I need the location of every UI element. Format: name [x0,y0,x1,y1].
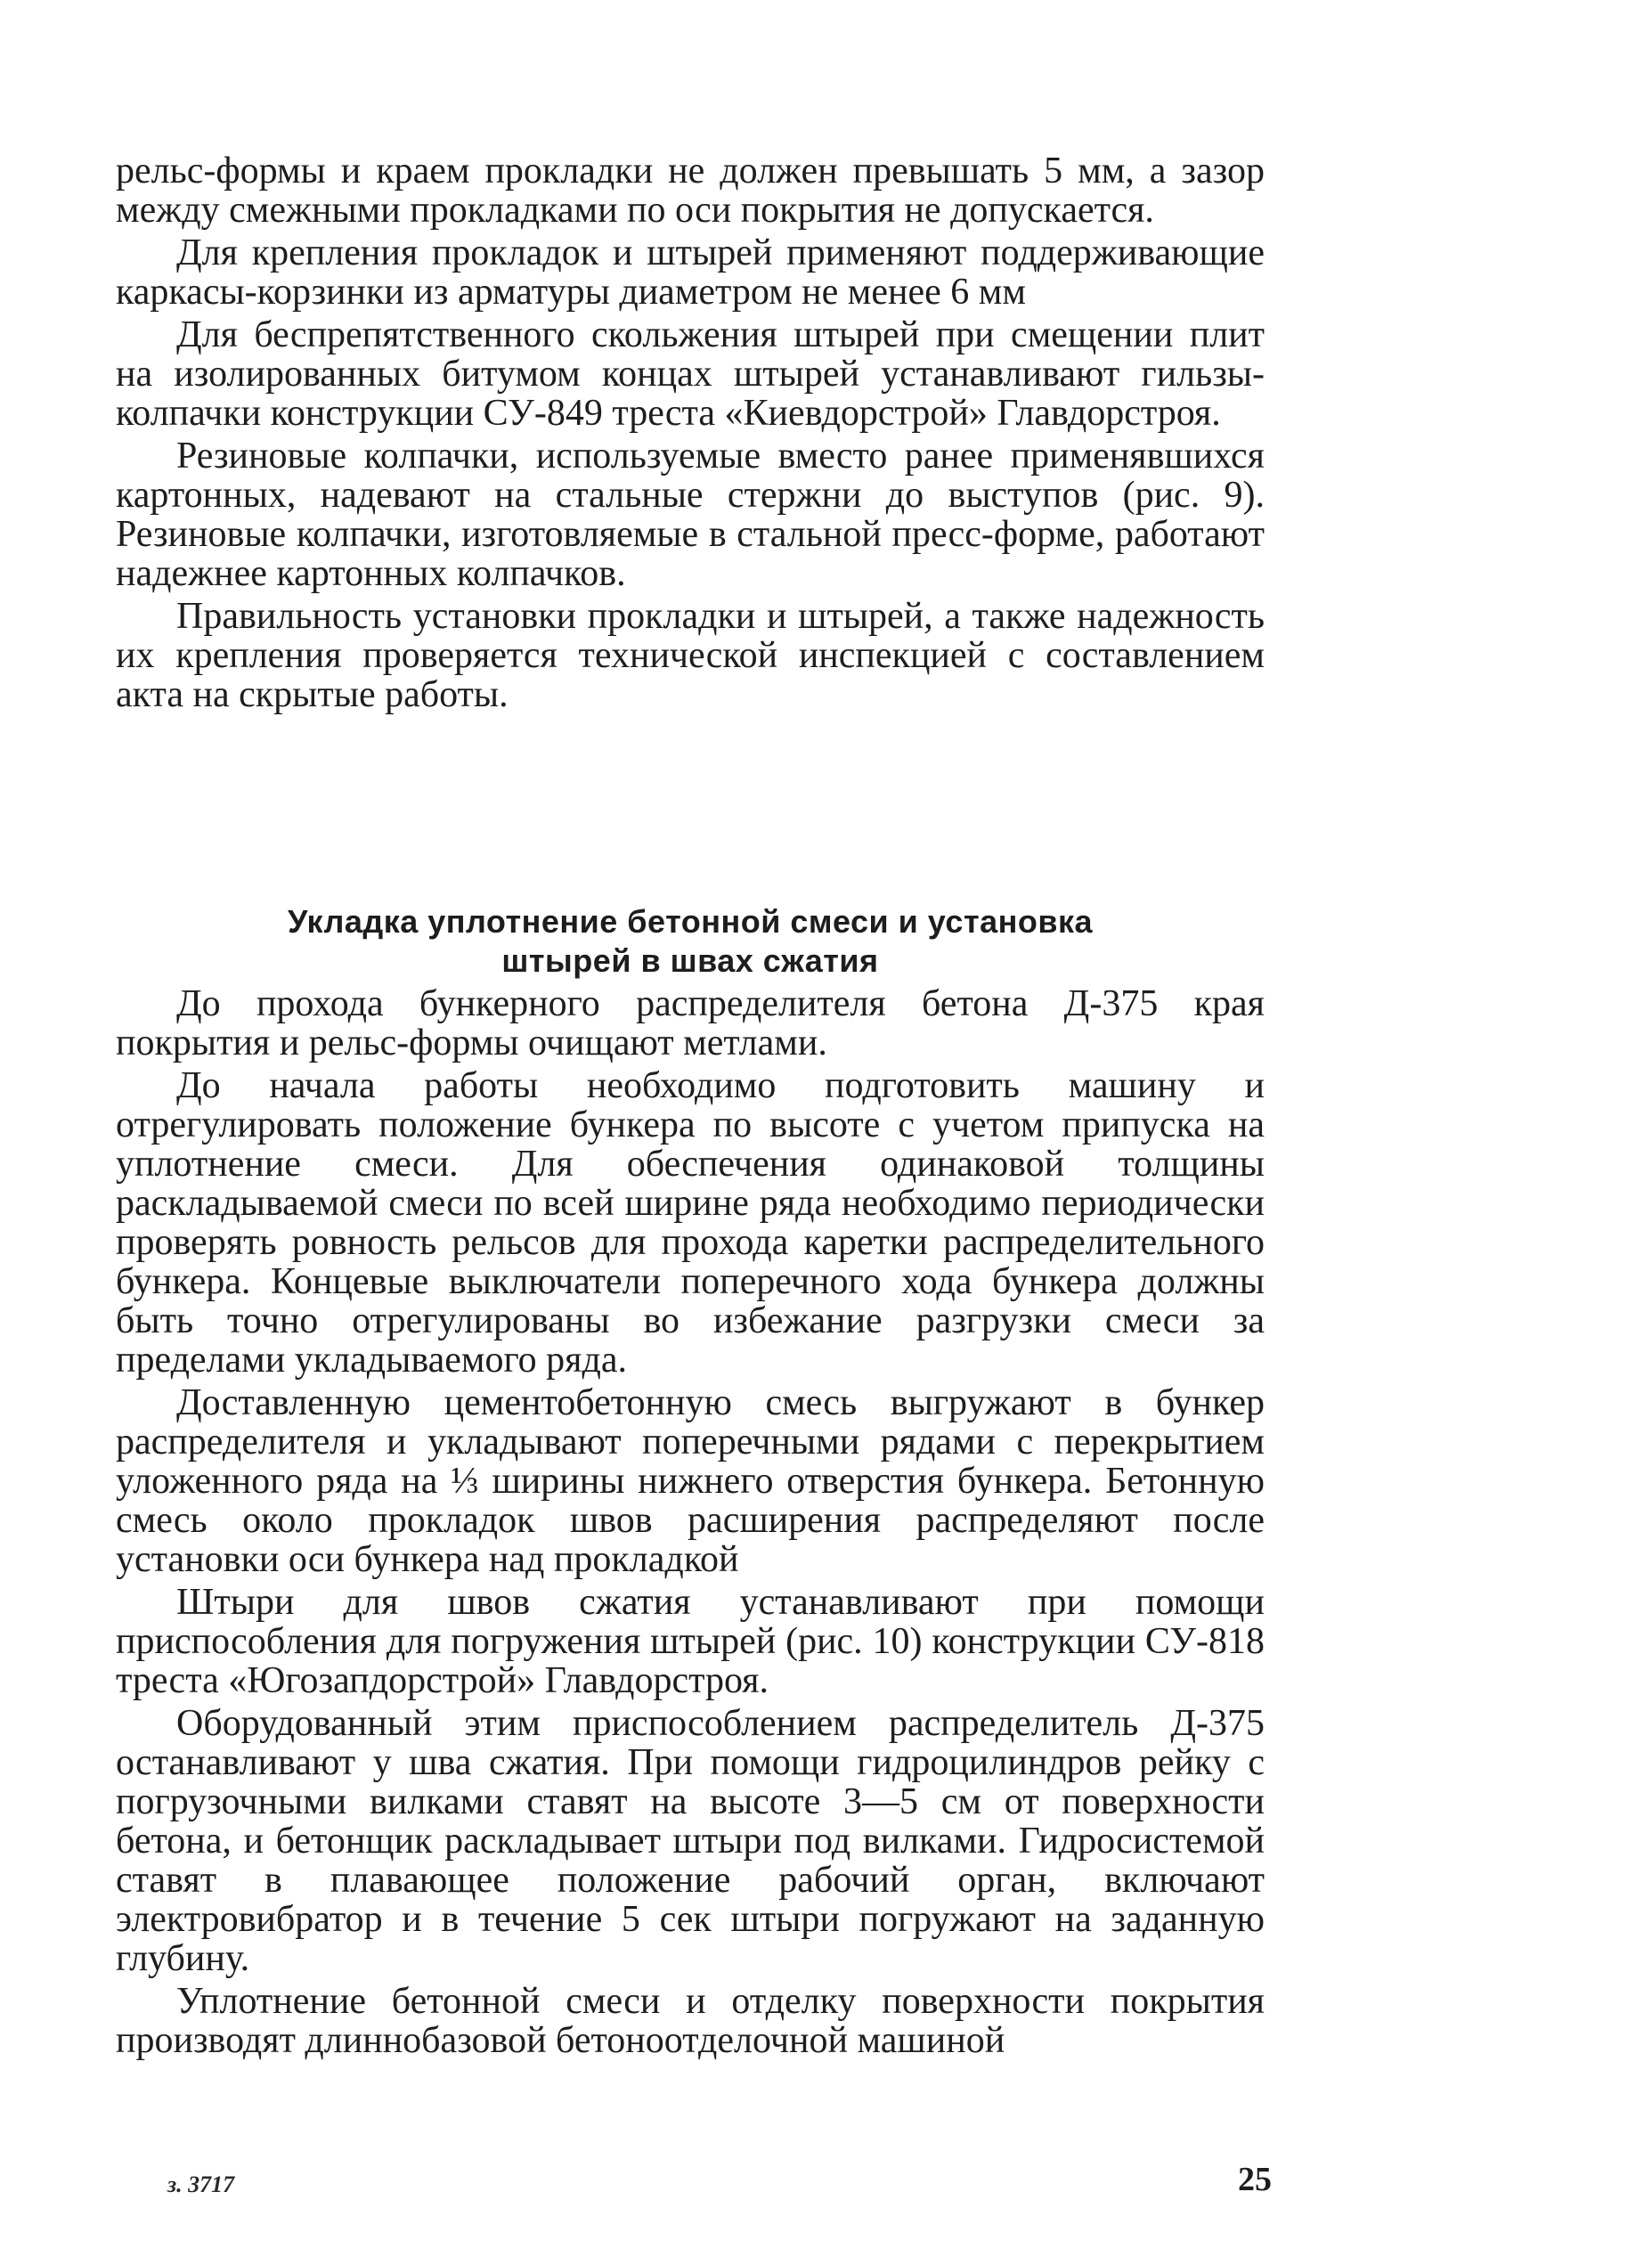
paragraph: Резиновые колпачки, используемые вместо ранее применявшихся картонных, надевают на стальные стержни до выступов (рис. 9). Резиновые колпачки, изготовляемые в стальной пресс-форме, работают надежнее картонных колпачков. [116,436,1265,594]
page-number: 25 [1238,2161,1272,2198]
paragraph: Для беспрепятственного скольжения штырей при смещении плит на изолированных битумом концах штырей устанавливают гильзы-колпачки конструкции СУ-849 треста «Киевдорстрой» Главдорстроя. [116,314,1265,434]
text-block-bottom [116,984,1265,2064]
paragraph: Для крепления прокладок и штырей применяют поддерживающие каркасы-корзинки из арматуры диаметром не менее 6 мм [116,232,1265,313]
section-heading [116,902,1265,981]
paragraph: До прохода бункерного распределителя бетона Д-375 края покрытия и рельс-формы очищают метлами. [116,983,1265,1063]
paragraph-continuation: рельс-формы и краем прокладки не должен превышать 5 мм, а зазор между смежными прокладками по оси покрытия не допускается. [116,151,1265,231]
section-heading-line-2: штырей в швах сжатия [501,942,879,979]
paragraph: До начала работы необходимо подготовить машину и отрегулировать положение бункера по высоте с учетом припуска на уплотнение смеси. Для обеспечения одинаковой толщины раскладываемой смеси по всей ширине ряда необходимо периодически проверять ровность рельсов для прохода каретки распределительного бункера. Концевые выключатели поперечного хода бункера должны быть точно отрегулированы во избежание разгрузки смеси за пределами укладываемого ряда. [116,1065,1265,1381]
text-block-top [116,151,1265,718]
paragraph: Доставленную цементобетонную смесь выгружают в бункер распределителя и укладывают поперечными рядами с перекрытием уложенного ряда на ⅓ ширины нижнего отверстия бункера. Бетонную смесь около прокладок швов расширения распределяют после установки оси бункера над прокладкой [116,1382,1265,1580]
section-heading-line-1: Укладка уплотнение бетонной смеси и установка [287,903,1094,940]
paragraph: Оборудованный этим приспособлением распределитель Д-375 останавливают у шва сжатия. При помощи гидроцилиндров рейку с погрузочными вилками ставят на высоте 3—5 см от поверхности бетона, и бетонщик раскладывает штыри под вилками. Гидросистемой ставят в плавающее положение рабочий орган, включают электровибратор и в течение 5 сек штыри погружают на заданную глубину. [116,1703,1265,1979]
print-order-number: з. 3717 [167,2171,235,2197]
paragraph: Уплотнение бетонной смеси и отделку поверхности покрытия производят длиннобазовой бетоноотделочной машиной [116,1981,1265,2061]
paragraph: Правильность установки прокладки и штырей, а также надежность их крепления проверяется технической инспекцией с составлением акта на скрытые работы. [116,596,1265,715]
paragraph: Штыри для швов сжатия устанавливают при помощи приспособления для погружения штырей (рис. 10) конструкции СУ-818 треста «Югозапдорстрой» Главдорстроя. [116,1582,1265,1701]
